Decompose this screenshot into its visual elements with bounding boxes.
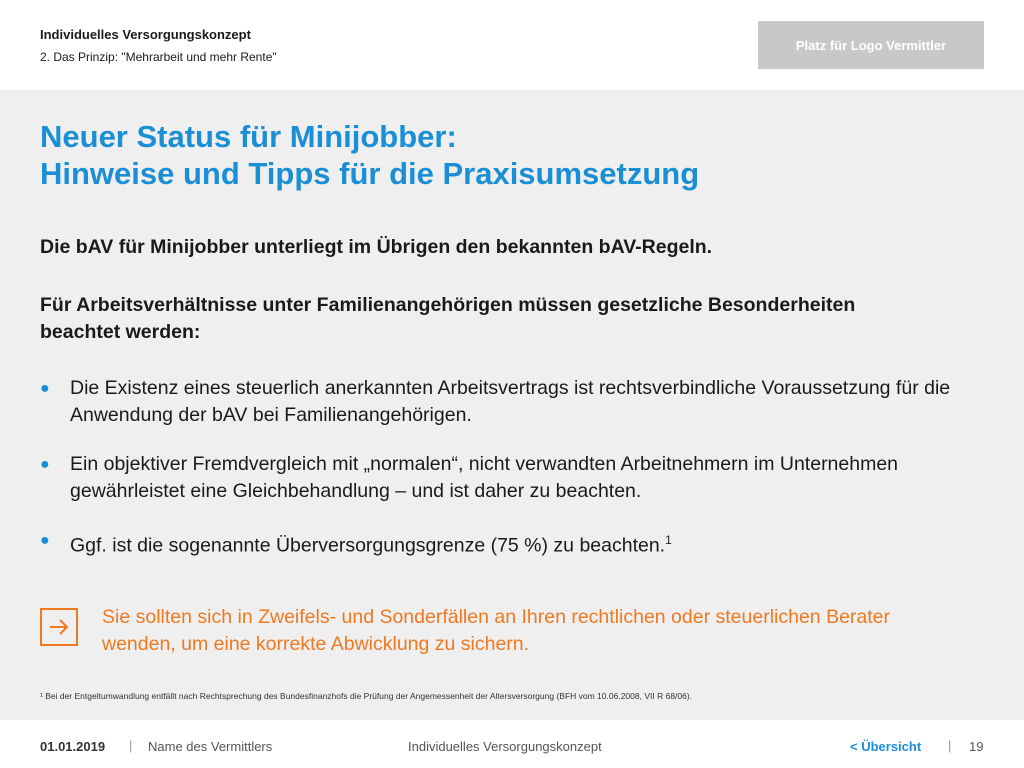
footer-concept: Individuelles Versorgungskonzept	[408, 739, 602, 754]
footnote-reference: 1	[665, 533, 672, 547]
family-employment-intro: Für Arbeitsverhältnisse unter Familienangehörigen müssen gesetzliche Besonderheiten beachtet werden:	[40, 294, 856, 343]
arrow-right-icon	[40, 608, 78, 646]
footer-separator: |	[129, 738, 133, 753]
advice-callout	[40, 604, 980, 668]
bullet-text: Die Existenz eines steuerlich anerkannten Arbeitsvertrags ist rechtsverbindliche Voraussetzung für die Anwendung der bAV bei Familienangehörigen.	[70, 377, 951, 426]
slide-header	[0, 0, 1024, 90]
slide-heading	[40, 118, 980, 192]
bullet-list	[40, 375, 980, 582]
bullet-text: Ein objektiver Fremdvergleich mit „normalen“, nicht verwandten Arbeitnehmern im Unternehmen gewährleistet eine Gleichbehandlung – und ist daher zu beachten.	[70, 453, 899, 502]
bullet-dot-icon: ●	[40, 456, 50, 473]
callout-text: Sie sollten sich in Zweifels- und Sonderfällen an Ihren rechtlichen oder steuerlichen Berater wenden, um eine korrekte Abwicklung zu sichern.	[102, 606, 891, 655]
document-subtitle: 2. Das Prinzip: "Mehrarbeit und mehr Rente"	[40, 50, 277, 64]
slide-heading-line-1: Neuer Status für Minijobber:	[40, 119, 457, 154]
footer-agent-name: Name des Vermittlers	[148, 739, 273, 754]
logo-placeholder: Platz für Logo Vermittler	[758, 21, 984, 69]
footnote: ¹ Bei der Entgeltumwandlung entfällt nach Rechtsprechung des Bundesfinanzhofs die Prüfung der Angemessenheit der Altersversorgung (BFH vom 10.06.2008, VII R 68/06).	[40, 691, 693, 701]
lead-statement: Die bAV für Minijobber unterliegt im Übrigen den bekannten bAV-Regeln.	[40, 236, 713, 258]
bullet-item	[40, 375, 980, 429]
bullet-text: Ggf. ist die sogenannte Überversorgungsgrenze (75 %) zu beachten.	[70, 534, 666, 557]
page-number: 19	[969, 739, 984, 754]
slide-footer	[0, 720, 1024, 768]
bullet-dot-icon: ●	[40, 380, 50, 397]
document-title: Individuelles Versorgungskonzept	[40, 27, 251, 42]
bullet-item	[40, 527, 980, 560]
overview-link[interactable]: < Übersicht	[850, 739, 922, 754]
bullet-item	[40, 451, 980, 505]
footer-date: 01.01.2019	[40, 739, 106, 754]
slide-heading-line-2: Hinweise und Tipps für die Praxisumsetzung	[40, 156, 700, 191]
footer-separator: |	[948, 738, 952, 753]
bullet-dot-icon: ●	[40, 532, 50, 549]
